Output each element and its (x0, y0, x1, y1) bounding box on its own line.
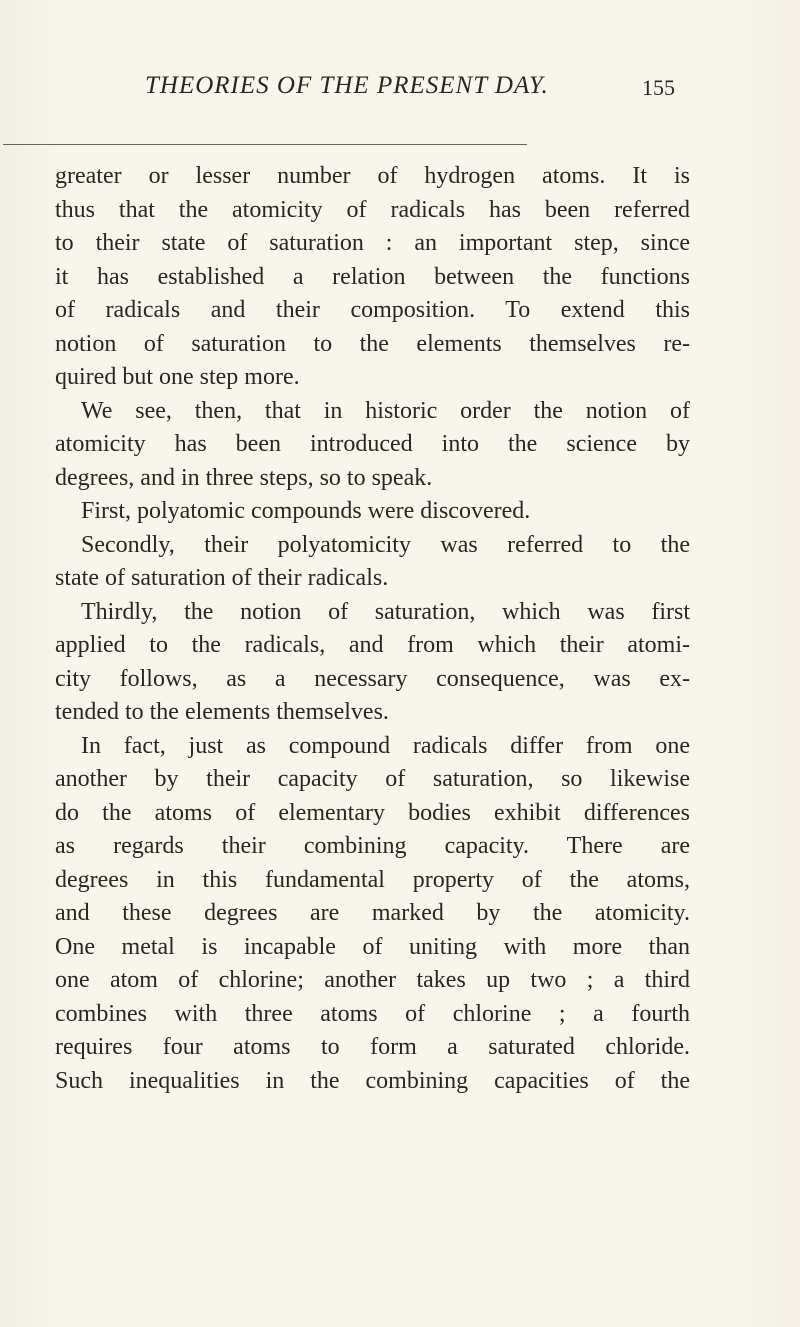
text-line: Thirdly, the notion of saturation, which was first (81, 598, 690, 625)
text-line: and these degrees are marked by the atomicity. (55, 900, 690, 926)
text-line: Such inequalities in the combining capacities of the (55, 1067, 690, 1094)
text-line: greater or lesser number of hydrogen atoms. It is (55, 163, 690, 189)
text-line: combines with three atoms of chlorine ; a fourth (55, 1000, 690, 1027)
text-line: city follows, as a necessary consequence, was ex- (55, 665, 690, 692)
text-line: degrees in this fundamental property of the atoms, (55, 866, 690, 893)
text-line: one atom of chlorine; another takes up two ; a third (55, 967, 690, 993)
text-line: notion of saturation to the elements themselves re- (55, 330, 690, 357)
text-line: do the atoms of elementary bodies exhibit differences (55, 799, 690, 826)
text-line: tended to the elements themselves. (55, 699, 389, 725)
text-line: In fact, just as compound radicals differ from one (81, 732, 690, 759)
text-line: it has established a relation between the functions (55, 263, 690, 290)
text-line: thus that the atomicity of radicals has been referred (55, 196, 690, 223)
header-rule (3, 144, 527, 145)
text-line: applied to the radicals, and from which their atomi- (55, 632, 690, 658)
text-line: degrees, and in three steps, so to speak. (55, 464, 433, 491)
body-text (55, 160, 690, 1098)
text-line: One metal is incapable of uniting with more than (55, 933, 690, 960)
text-line: another by their capacity of saturation, so likewise (55, 766, 690, 792)
text-line: We see, then, that in historic order the notion of (81, 397, 690, 424)
text-line: state of saturation of their radicals. (55, 565, 389, 591)
text-line: quired but one step more. (55, 364, 300, 390)
text-line: Secondly, their polyatomicity was referred to the (81, 531, 690, 558)
text-line: of radicals and their composition. To extend this (55, 297, 690, 323)
text-line: to their state of saturation : an important step, since (55, 230, 690, 256)
text-line: First, polyatomic compounds were discovered. (81, 498, 531, 524)
running-title: THEORIES OF THE PRESENT DAY. (145, 72, 549, 99)
text-line: as regards their combining capacity. There are (55, 833, 690, 859)
running-head (145, 72, 675, 120)
text-line: atomicity has been introduced into the science by (55, 431, 690, 457)
page-number: 155 (642, 75, 675, 100)
text-line: requires four atoms to form a saturated chloride. (55, 1034, 690, 1060)
